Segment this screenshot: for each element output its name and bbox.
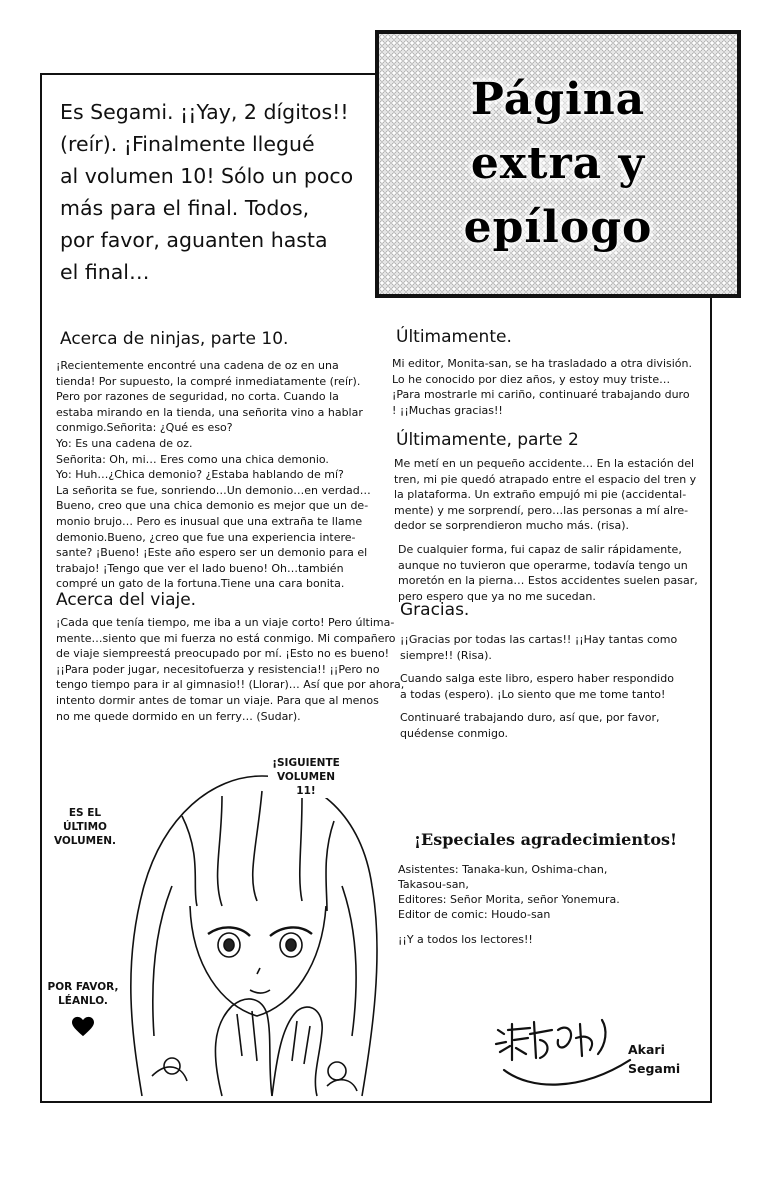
ultimamente-line: ¡Para mostrarle mi cariño, continuaré trabajando duro (392, 388, 690, 402)
viaje-heading: Acerca del viaje. (56, 590, 197, 610)
ninjas-line: tienda! Por supuesto, la compré inmediatamente (reír). (56, 374, 361, 388)
bubble-line: VOLUMEN 11! (276, 771, 336, 797)
ultimamente-line: Mi editor, Monita-san, se ha trasladado a otra división. (392, 357, 692, 370)
special-thanks-line: Editores: Señor Morita, señor Yonemura. (398, 893, 620, 906)
ninjas-line: La señorita se fue, sonriendo…Un demonio…en verdad… (56, 483, 371, 497)
viaje-line: ¡Cada que tenía tiempo, me iba a un viaje corto! Pero última- (56, 616, 395, 629)
ninjas-line: conmigo.Señorita: ¿Qué es eso? (56, 421, 233, 435)
ultimamente2-line: mente) y me sorprendí, pero…las personas a mí alre- (394, 503, 689, 517)
bubble-line: POR FAVOR, (47, 981, 119, 993)
ultimamente2-line: dedor se sorprendieron mucho más. (risa). (394, 519, 629, 533)
signature-name (628, 1040, 680, 1078)
special-thanks-line: Asistentes: Tanaka-kun, Oshima-chan, (398, 863, 608, 876)
ultimamente2-line: aunque no tuvieron que operarme, todavía tengo un (398, 558, 688, 572)
special-thanks-box (396, 822, 684, 962)
intro-line: Es Segami. ¡¡Yay, 2 dígitos!! (60, 100, 349, 124)
ninjas-line: monio brujo… Pero es inusual que una extraña te llame (56, 514, 363, 528)
special-thanks-closing: ¡¡Y a todos los lectores!! (398, 933, 533, 946)
intro-line: por favor, aguanten hasta (60, 228, 328, 252)
bubble-porfavor (46, 980, 120, 1008)
viaje-line: mente…siento que mi fuerza no está conmigo. Mi compañero (56, 631, 396, 645)
ultimamente2-heading: Últimamente, parte 2 (396, 430, 579, 450)
bubble-line: LÉANLO. (58, 995, 108, 1007)
special-thanks-line: Takasou-san, (398, 878, 469, 891)
ultimamente2-line: la plataforma. Un extraño empujó mi pie (accidental- (394, 488, 687, 502)
ultimamente2-line: tren, mi pie quedó atrapado entre el espacio del tren y (394, 472, 697, 486)
gracias-line: Continuaré trabajando duro, así que, por favor, (400, 711, 660, 725)
viaje-line: ¡¡Para poder jugar, necesitofuerza y resistencia!! ¡¡Pero no (56, 662, 380, 676)
title-line-2: extra y (470, 138, 646, 189)
ninjas-line: demonio.Bueno, ¿creo que fue una experiencia intere- (56, 530, 356, 544)
ultimamente2-line: pero espero que ya no me sucedan. (398, 589, 596, 603)
handwritten-signature (490, 1000, 640, 1095)
gracias-text (400, 632, 710, 742)
ultimamente-line: ! ¡¡Muchas gracias!! (392, 403, 503, 417)
special-thanks-text (398, 862, 620, 947)
special-thanks-heading: ¡Especiales agradecimientos! (414, 830, 678, 849)
gracias-line: quédense conmigo. (400, 726, 508, 740)
ninjas-line: Señorita: Oh, mi… Eres como una chica demonio. (56, 452, 329, 466)
ninjas-line: Yo: Es una cadena de oz. (56, 436, 193, 450)
ninjas-line: estaba mirando en la tienda, una señorita vino a hablar (56, 405, 363, 419)
ultimamente-line: Lo he conocido por diez años, y estoy muy triste… (392, 372, 671, 386)
bubble-line: ¡SIGUIENTE (272, 757, 340, 769)
ultimamente2-line: Me metí en un pequeño accidente… En la estación del (394, 457, 695, 470)
bubble-line: VOLUMEN. (53, 835, 117, 847)
bubble-line: ÚLTIMO (63, 821, 107, 833)
special-thanks-line: Editor de comic: Houdo-san (398, 908, 551, 921)
gracias-heading: Gracias. (400, 600, 470, 620)
intro-line: al volumen 10! Sólo un poco (60, 164, 354, 188)
ninjas-text (56, 358, 376, 592)
title-line-1: Página (470, 74, 646, 125)
bubble-ultimo (52, 806, 118, 848)
bubble-line: ES EL (68, 807, 102, 819)
signature-line: Akari (628, 1042, 665, 1057)
viaje-line: intento dormir antes de tomar un viaje. Para que al menos (56, 693, 379, 707)
heart-icon (72, 1016, 94, 1038)
gracias-line: a todas (espero). ¡Lo siento que me tome tanto! (400, 687, 666, 701)
viaje-line: tengo tiempo para ir al gimnasio!! (Llorar)… Así que por ahora, (56, 678, 405, 692)
manga-girl-illustration (72, 736, 452, 1104)
viaje-line: no me quede dormido en un ferry… (Sudar). (56, 709, 301, 723)
intro-line: el final… (60, 260, 150, 284)
ninjas-line: ¡Recientemente encontré una cadena de oz en una (56, 359, 339, 372)
viaje-text (56, 615, 405, 724)
intro-line: (reír). ¡Finalmente llegué (60, 132, 315, 156)
gracias-line: Cuando salga este libro, espero haber respondido (400, 672, 674, 686)
ninjas-line: Yo: Huh…¿Chica demonio? ¿Estaba hablando de mí? (56, 468, 344, 482)
ninjas-line: sante? ¡Bueno! ¡Este año espero ser un demonio para el (56, 546, 368, 560)
bubble-siguiente (268, 756, 344, 798)
ninjas-line: compré un gato de la fortuna.Tiene una cara bonita. (56, 577, 345, 591)
title-box (375, 30, 741, 298)
intro-text (60, 96, 360, 288)
ninjas-line: Pero por razones de seguridad, no corta. Cuando la (56, 390, 339, 404)
ultimamente2-line: moretón en la pierna… Estos accidentes suelen pasar, (398, 574, 698, 588)
ninjas-line: Bueno, creo que una chica demonio es mejor que un de- (56, 499, 369, 513)
page-title (379, 68, 737, 260)
ultimamente2-line: De cualquier forma, fui capaz de salir rápidamente, (398, 542, 682, 556)
ultimamente-text (392, 356, 710, 418)
gracias-line: siempre!! (Risa). (400, 648, 492, 662)
title-line-3: epílogo (463, 202, 653, 253)
ninjas-heading: Acerca de ninjas, parte 10. (60, 329, 289, 349)
ultimamente2-text (394, 456, 712, 604)
intro-line: más para el final. Todos, (60, 196, 310, 220)
viaje-line: de viaje siempreestá preocupado por mí. ¡Esto no es bueno! (56, 647, 390, 661)
signature-line: Segami (628, 1061, 681, 1076)
gracias-line: ¡¡Gracias por todas las cartas!! ¡¡Hay tantas como (400, 633, 678, 646)
ultimamente-heading: Últimamente. (396, 327, 512, 347)
ninjas-line: trabajo! ¡Tengo que ver el lado bueno! Oh…también (56, 561, 344, 575)
